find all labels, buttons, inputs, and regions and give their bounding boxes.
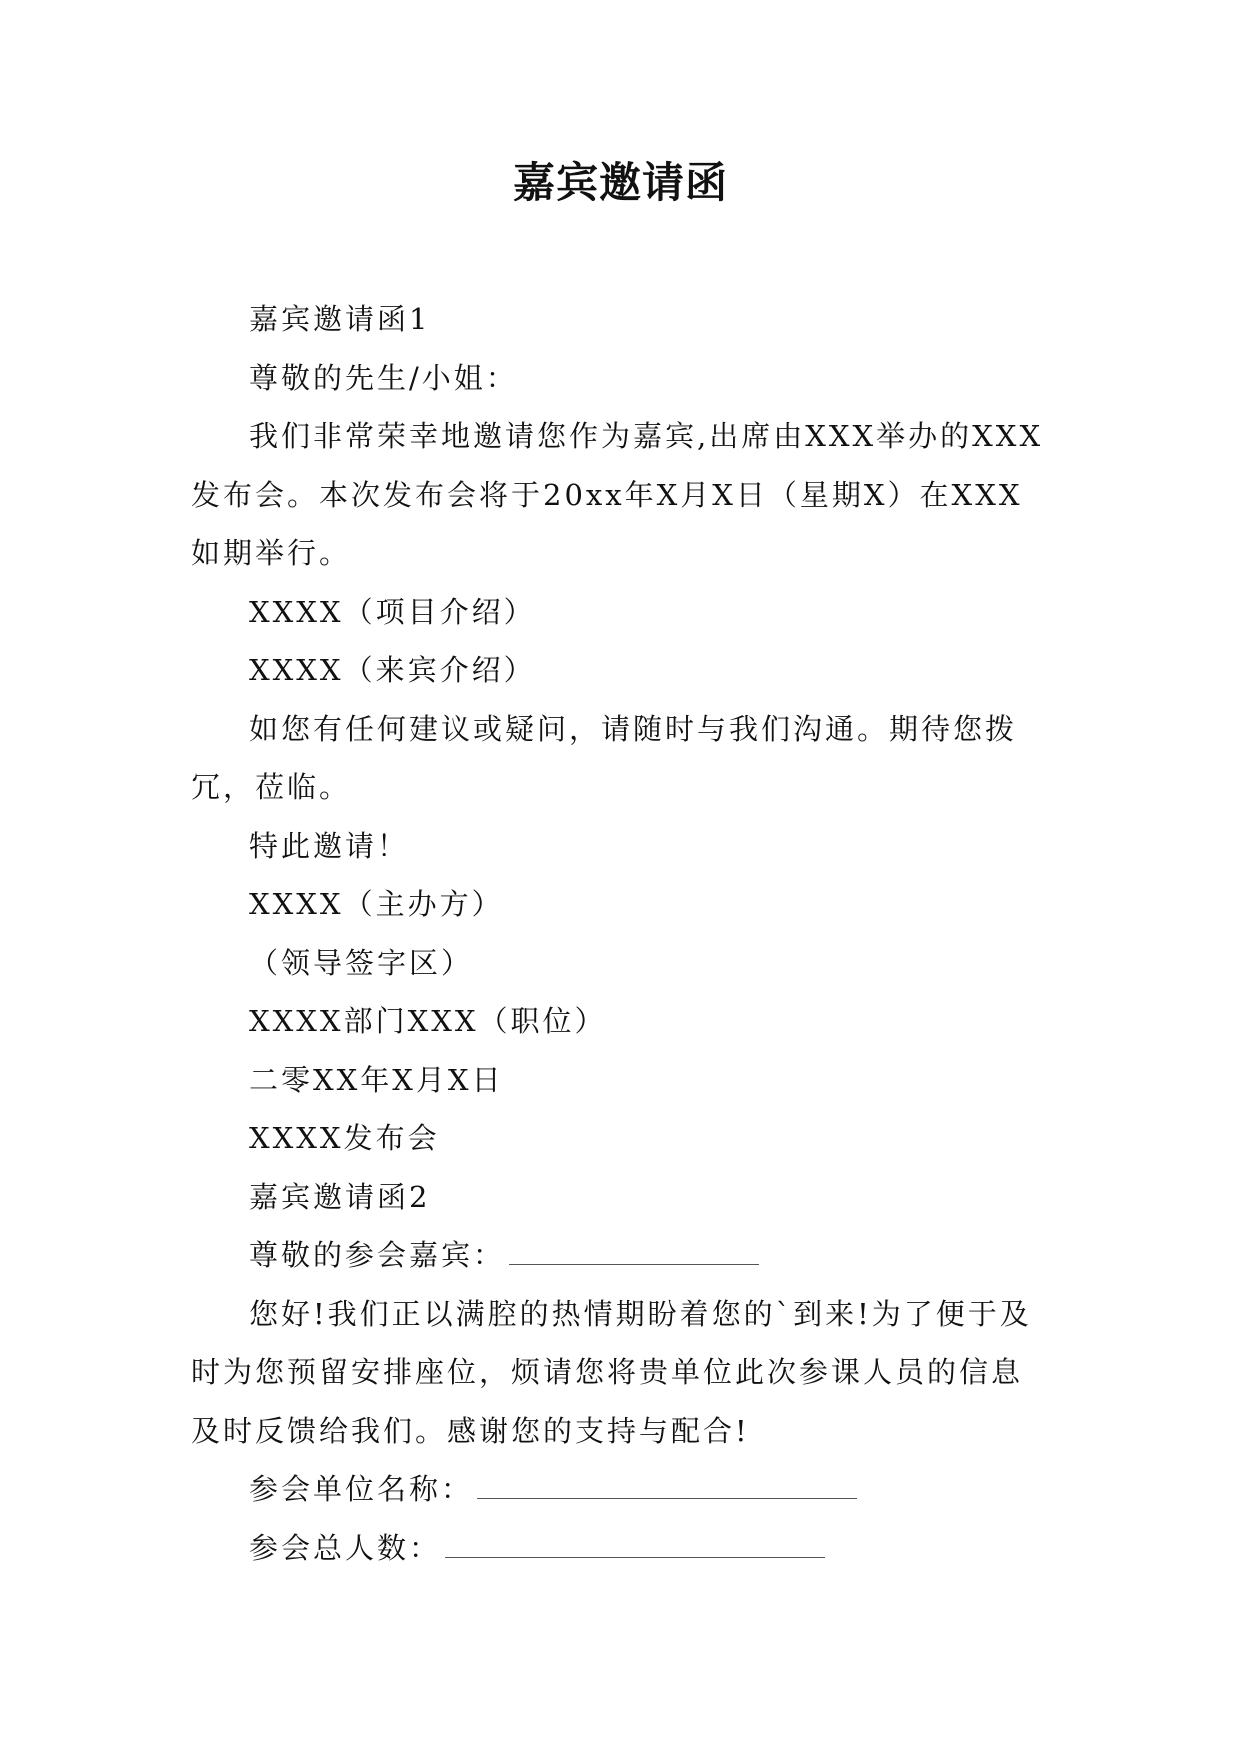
section-heading-1: 嘉宾邀请函1 — [249, 302, 431, 336]
organizer-line: XXXX（主办方） — [249, 887, 504, 921]
document-title: 嘉宾邀请函 — [512, 158, 728, 207]
closing-line: 特此邀请！ — [249, 828, 410, 863]
unit-name-label: 参会单位名称： — [249, 1472, 474, 1506]
contact-paragraph: 如您有任何建议或疑问，请随时与我们沟通。期待您拨冗，莅临。 — [191, 711, 1018, 804]
unit-name-row — [191, 1460, 1053, 1519]
department-line: XXXX部门XXX（职位） — [249, 1004, 607, 1038]
feedback-paragraph: 您好!我们正以满腔的热情期盼着您的`到来!为了便于及时为您预留安排座位，烦请您将贵单位此次参课人员的信息及时反馈给我们。感谢您的支持与配合! — [191, 1296, 1032, 1448]
document-body — [191, 290, 1053, 1577]
salutation-1: 尊敬的先生/小姐： — [249, 360, 518, 395]
guest-intro-line: XXXX（来宾介绍） — [249, 653, 536, 687]
salutation-2-label: 尊敬的参会嘉宾： — [249, 1238, 506, 1272]
section-heading-2: 嘉宾邀请函2 — [249, 1179, 431, 1214]
date-line: 二零XX年X月X日 — [249, 1062, 504, 1097]
salutation-2 — [191, 1226, 1053, 1285]
guest-name-blank — [509, 1234, 759, 1265]
event-name-line: XXXX发布会 — [249, 1121, 440, 1155]
attendee-count-row — [191, 1519, 1053, 1578]
attendee-count-blank — [445, 1527, 825, 1558]
unit-name-blank — [477, 1468, 857, 1499]
invitation-paragraph: 我们非常荣幸地邀请您作为嘉宾,出席由XXX举办的XXX发布会。本次发布会将于20xx年X月X日（星期X）在XXX如期举行。 — [191, 419, 1044, 570]
signature-area-line: （领导签字区） — [249, 945, 474, 980]
attendee-count-label: 参会总人数： — [249, 1530, 442, 1565]
project-intro-line: XXXX（项目介绍） — [249, 594, 536, 629]
